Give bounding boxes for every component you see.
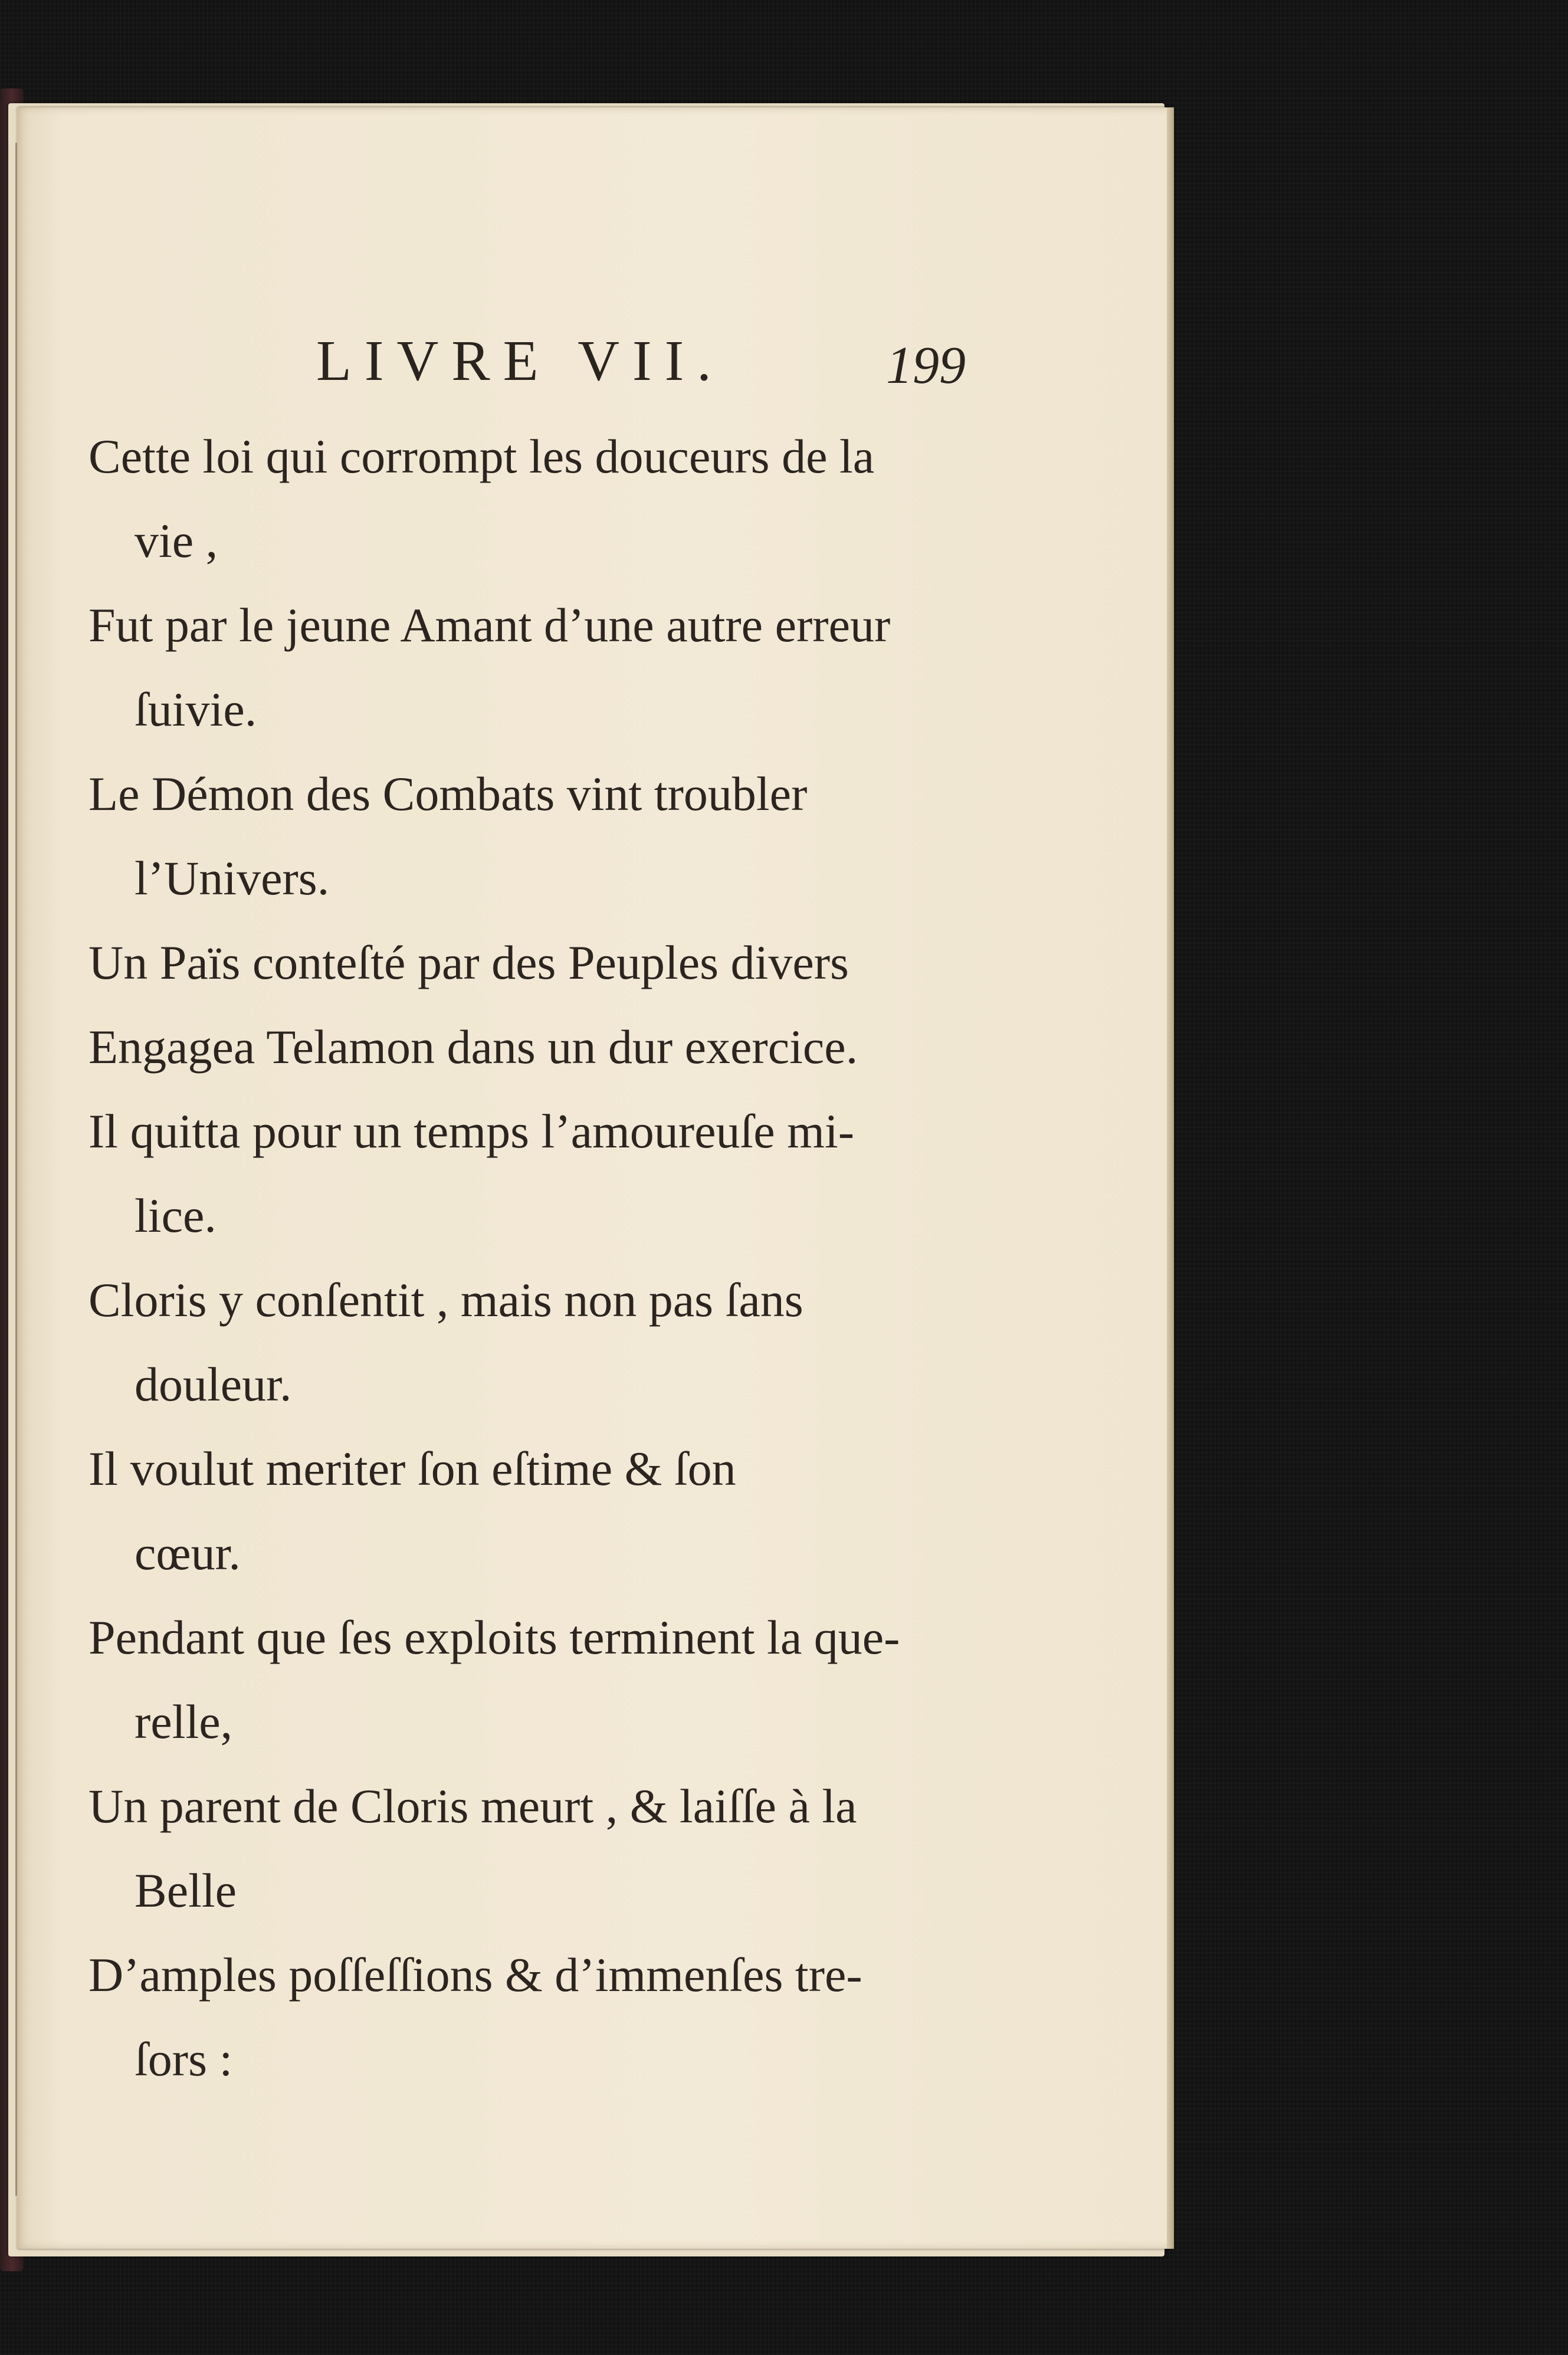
verse-line: Le Démon des Combats vint troubler [88,767,808,821]
verse-text-block [88,414,985,2101]
facing-page-gutter [0,107,18,2249]
verse-line-continuation: cœur. [135,1526,241,1580]
book-page [17,107,1172,2249]
verse-line: Engagea Telamon dans un dur exercice. [88,1020,858,1074]
verse-line-continuation: lice. [135,1189,216,1242]
verse-line-continuation: douleur. [135,1357,292,1411]
verse-line-continuation: relle, [135,1695,233,1749]
verse-line-continuation: ſuivie. [135,683,257,736]
page-number: 199 [886,336,966,395]
verse-line: Il quitta pour un temps l’amoureuſe mi- [88,1104,855,1158]
verse-line: Cloris y conſentit , mais non pas ſans [88,1273,803,1327]
verse-line-continuation: vie , [135,514,218,568]
verse-line: Cette loi qui corrompt les douceurs de la [88,429,875,483]
verse-line-continuation: Belle [135,1864,237,1917]
running-head: LIVRE VII. [316,329,724,393]
verse-line: Pendant que ſes exploits terminent la que- [88,1611,900,1664]
verse-line: D’amples poſſeſſions & d’immenſes tre- [88,1948,862,2002]
verse-line-continuation: l’Univers. [135,851,330,905]
gutter-rule [15,143,17,2196]
page-fore-edge [1167,107,1174,2249]
verse-line: Fut par le jeune Amant d’une autre erreur [88,598,891,652]
verse-line: Il voulut meriter ſon eſtime & ſon [88,1442,736,1495]
verse-line: Un Païs conteſté par des Peuples divers [88,936,849,989]
verse-line: Un parent de Cloris meurt , & laiſſe à la [88,1779,857,1833]
verse-line-continuation: ſors : [135,2032,233,2086]
